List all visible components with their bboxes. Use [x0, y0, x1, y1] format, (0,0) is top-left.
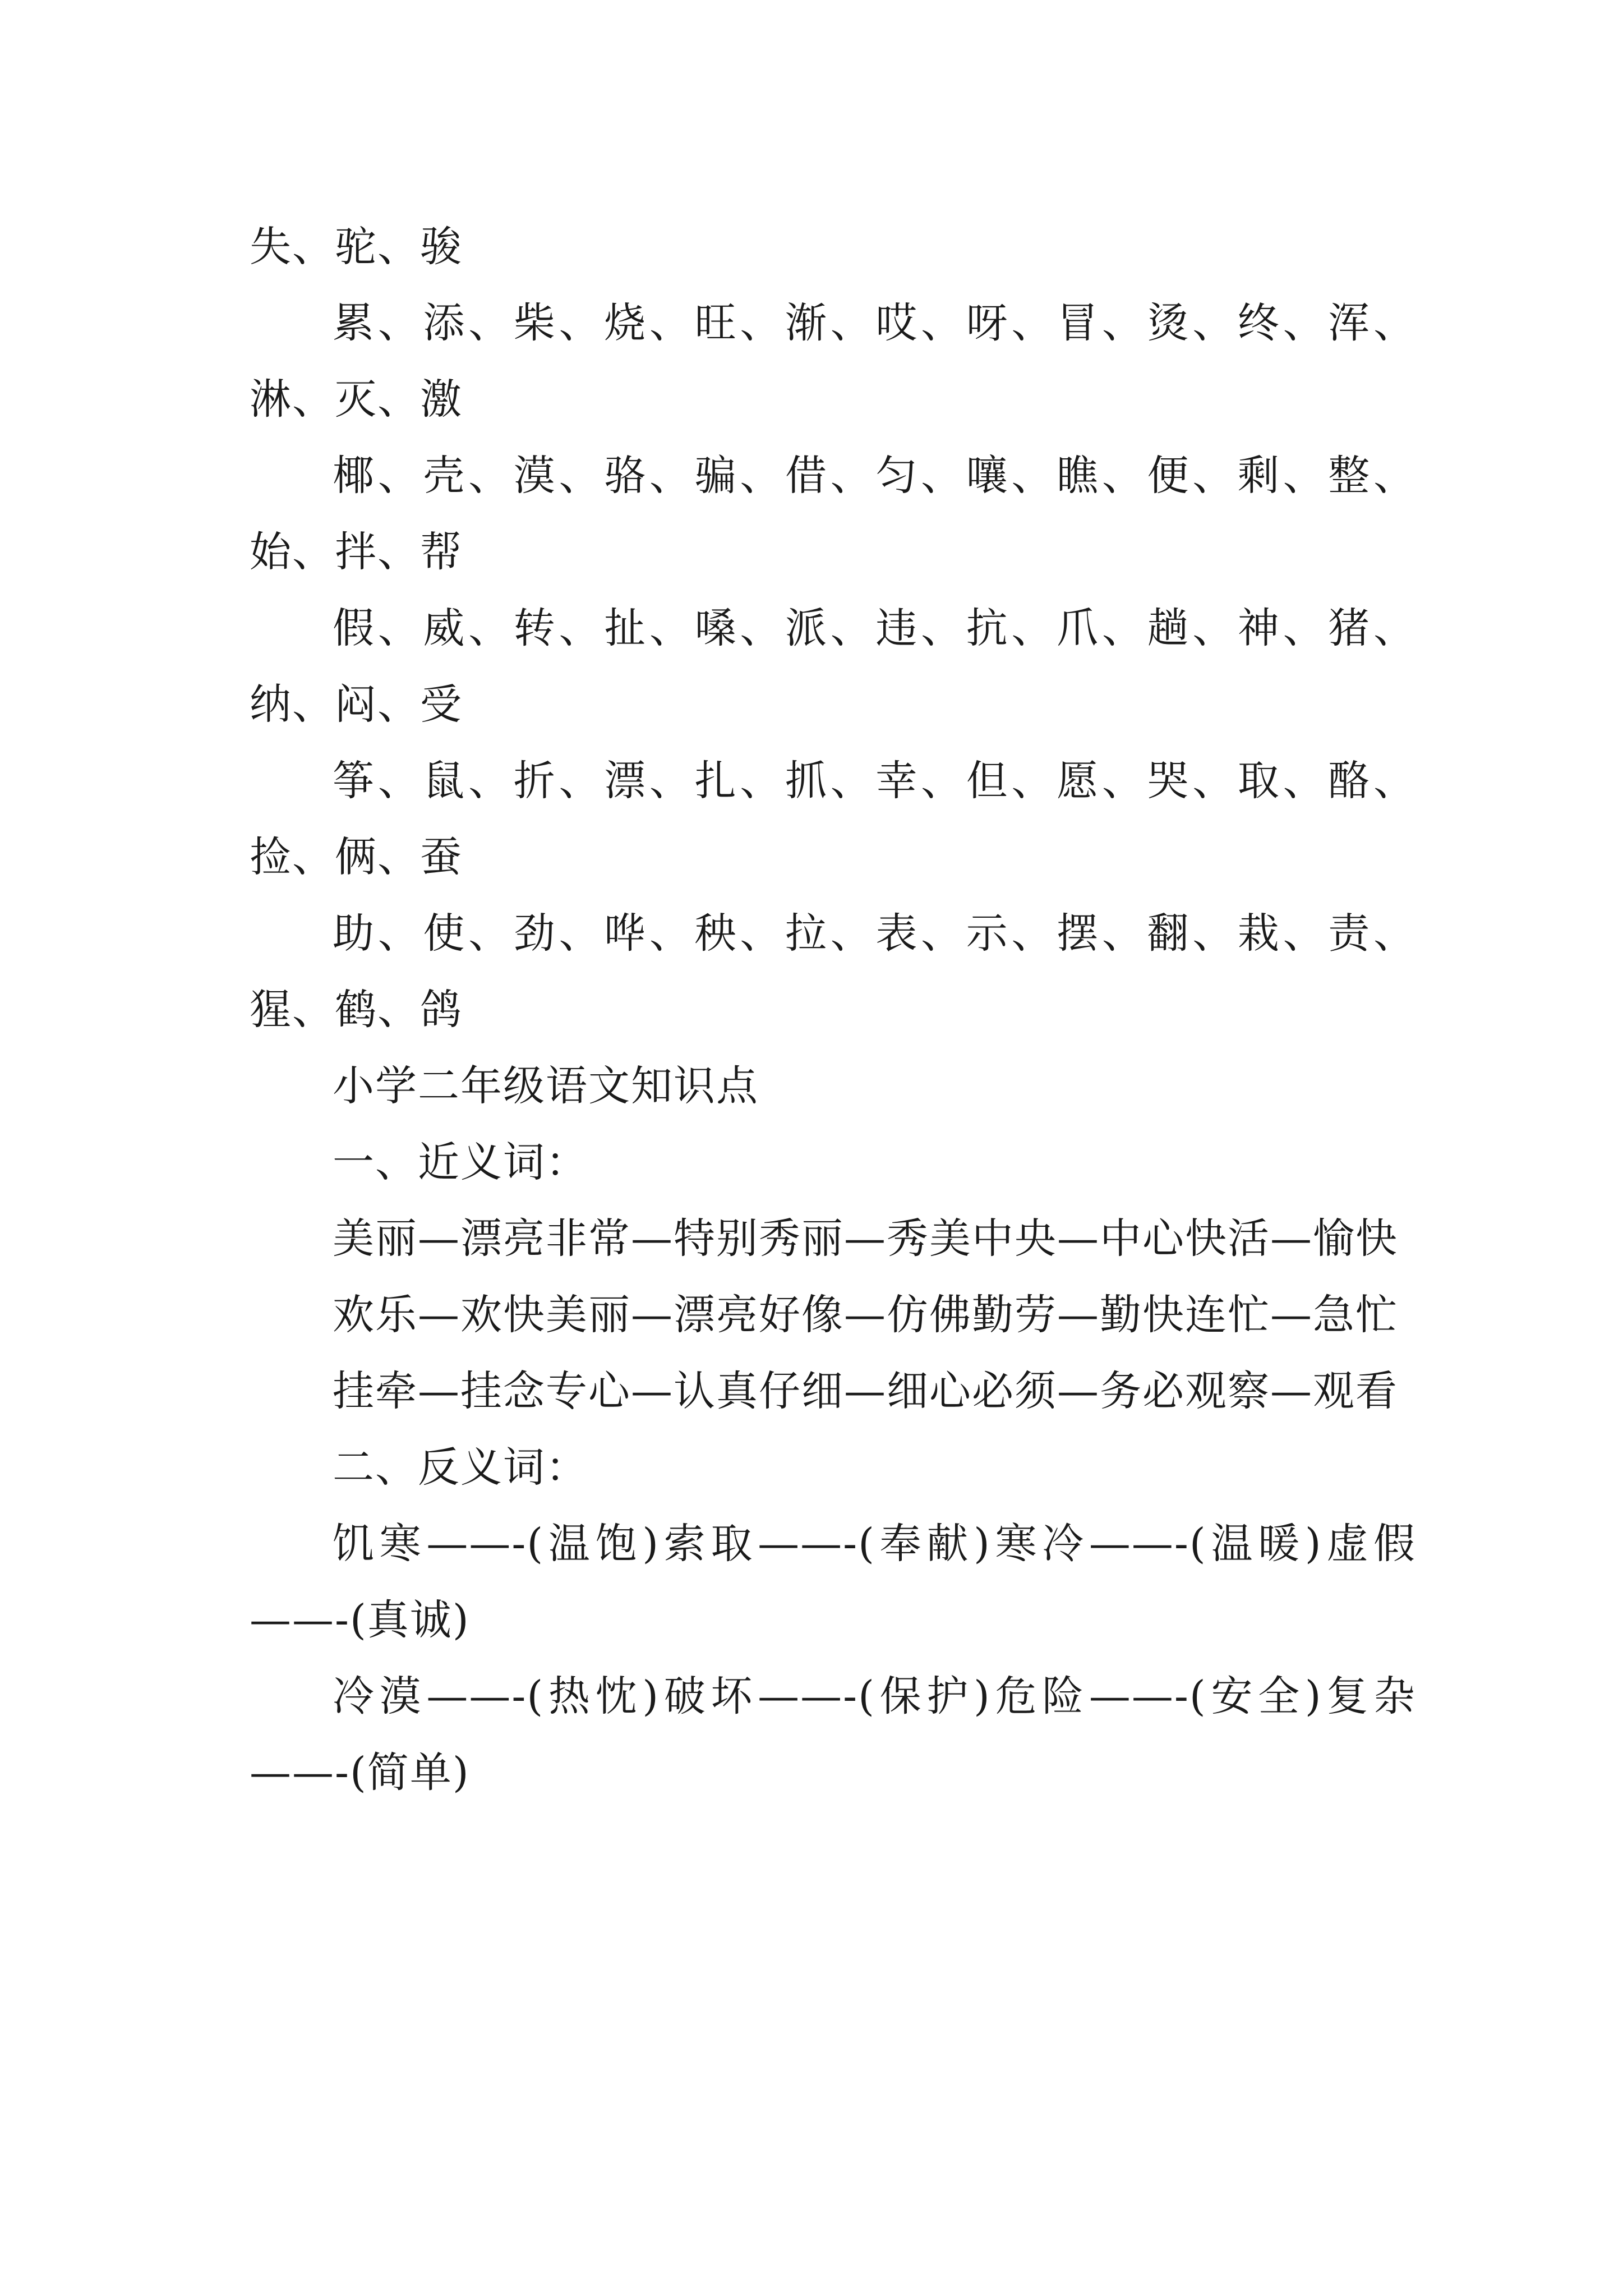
paragraph: 假、威、转、扯、嗓、派、违、抗、爪、趟、神、猪、纳、闷、受 — [250, 604, 1416, 729]
paragraph: 美丽—漂亮非常—特别秀丽—秀美中央—中心快活—愉快 — [333, 1214, 1398, 1263]
document-body — [250, 209, 1416, 1811]
section-heading-synonyms: 一、近义词： — [333, 1138, 588, 1186]
paragraph: 助、使、劲、哗、秧、拉、表、示、摆、翻、栽、责、猩、鹤、鸽 — [250, 909, 1416, 1034]
section-title: 小学二年级语文知识点 — [333, 1062, 759, 1110]
paragraph: 累、添、柴、烧、旺、渐、哎、呀、冒、烫、终、浑、淋、灭、激 — [250, 299, 1416, 424]
paragraph: 筝、鼠、折、漂、扎、抓、幸、但、愿、哭、取、酪、捡、俩、蚕 — [250, 757, 1416, 881]
paragraph: 椰、壳、漠、骆、骗、借、匀、嚷、瞧、便、剩、整、始、拌、帮 — [250, 452, 1416, 576]
paragraph: 冷漠——-(热忱)破坏——-(保护)危险——-(安全)复杂——-(简单) — [250, 1672, 1416, 1797]
paragraph: 失、驼、骏 — [250, 223, 463, 271]
paragraph: 挂牵—挂念专心—认真仔细—细心必须—务必观察—观看 — [333, 1367, 1398, 1415]
paragraph: 欢乐—欢快美丽—漂亮好像—仿佛勤劳—勤快连忙—急忙 — [333, 1291, 1398, 1339]
section-heading-antonyms: 二、反义词： — [333, 1443, 588, 1492]
paragraph: 饥寒——-(温饱)索取——-(奉献)寒冷——-(温暖)虚假——-(真诚) — [250, 1520, 1416, 1644]
